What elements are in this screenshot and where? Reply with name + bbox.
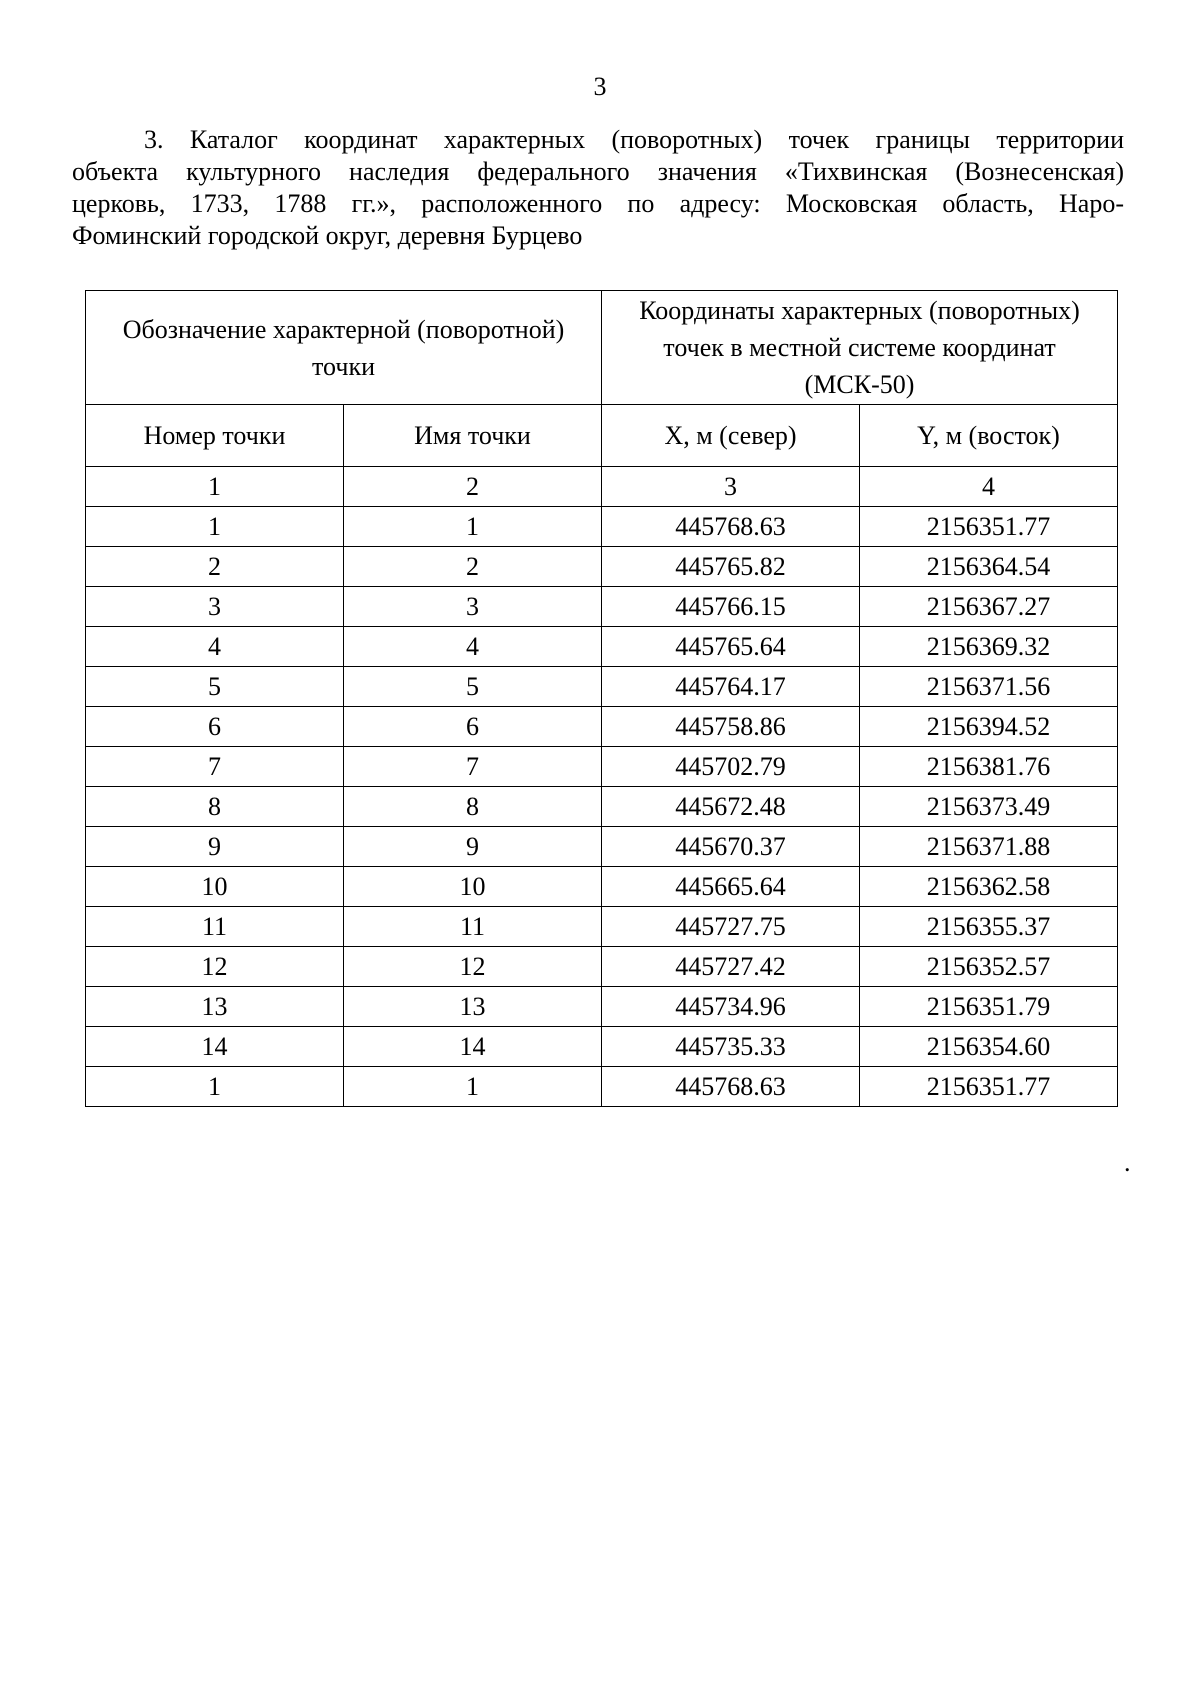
cell-point-number: 7 — [86, 747, 344, 787]
cell-point-number: 1 — [86, 507, 344, 547]
catalog-heading — [72, 124, 1124, 252]
trailing-mark: . — [1124, 1148, 1131, 1177]
cell-y: 2156354.60 — [860, 1027, 1118, 1067]
page-number: 3 — [593, 72, 607, 101]
cell-point-name: 9 — [344, 827, 602, 867]
cell-point-number: 2 — [86, 547, 344, 587]
table-row — [86, 1067, 1118, 1107]
cell-x: 445768.63 — [602, 507, 860, 547]
cell-x: 445727.42 — [602, 947, 860, 987]
cell-x: 445735.33 — [602, 1027, 860, 1067]
cell-y: 2156351.79 — [860, 987, 1118, 1027]
cell-point-number: 3 — [86, 587, 344, 627]
table-row — [86, 587, 1118, 627]
cell-point-name: 8 — [344, 787, 602, 827]
cell-point-number: 5 — [86, 667, 344, 707]
column-header-x: X, м (север) — [602, 405, 860, 467]
cell-y: 2156371.88 — [860, 827, 1118, 867]
table-row — [86, 547, 1118, 587]
column-number: 1 — [86, 467, 344, 507]
cell-point-name: 7 — [344, 747, 602, 787]
cell-x: 445768.63 — [602, 1067, 860, 1107]
cell-x: 445764.17 — [602, 667, 860, 707]
cell-y: 2156362.58 — [860, 867, 1118, 907]
cell-x: 445702.79 — [602, 747, 860, 787]
column-header-row — [86, 405, 1118, 467]
table-row — [86, 787, 1118, 827]
column-header-point-name: Имя точки — [344, 405, 602, 467]
cell-x: 445734.96 — [602, 987, 860, 1027]
cell-point-number: 6 — [86, 707, 344, 747]
cell-point-name: 14 — [344, 1027, 602, 1067]
cell-point-number: 4 — [86, 627, 344, 667]
cell-point-name: 1 — [344, 507, 602, 547]
cell-y: 2156373.49 — [860, 787, 1118, 827]
cell-point-number: 10 — [86, 867, 344, 907]
cell-y: 2156369.32 — [860, 627, 1118, 667]
column-header-y: Y, м (восток) — [860, 405, 1118, 467]
heading-line-1: 3. Каталог координат характерных (поворотных) точек границы территории — [144, 125, 1124, 154]
table-row — [86, 987, 1118, 1027]
cell-point-name: 4 — [344, 627, 602, 667]
cell-x: 445766.15 — [602, 587, 860, 627]
cell-point-number: 11 — [86, 907, 344, 947]
cell-x: 445765.64 — [602, 627, 860, 667]
column-number: 4 — [860, 467, 1118, 507]
table-row — [86, 747, 1118, 787]
cell-point-number: 14 — [86, 1027, 344, 1067]
coordinates-group-header: Координаты характерных (поворотных) точек в местной системе координат (МСК-50) — [602, 291, 1118, 405]
cell-x: 445670.37 — [602, 827, 860, 867]
heading-line-4: Фоминский городской округ, деревня Бурцево — [72, 221, 583, 250]
cell-x: 445758.86 — [602, 707, 860, 747]
cell-y: 2156364.54 — [860, 547, 1118, 587]
cell-x: 445672.48 — [602, 787, 860, 827]
table-row — [86, 667, 1118, 707]
table-row — [86, 507, 1118, 547]
table-row — [86, 707, 1118, 747]
table-row — [86, 827, 1118, 867]
cell-point-name: 11 — [344, 907, 602, 947]
cell-y: 2156351.77 — [860, 507, 1118, 547]
cell-point-name: 12 — [344, 947, 602, 987]
coordinates-table — [85, 290, 1118, 1107]
cell-point-number: 1 — [86, 1067, 344, 1107]
cell-x: 445665.64 — [602, 867, 860, 907]
cell-point-number: 9 — [86, 827, 344, 867]
cell-point-name: 2 — [344, 547, 602, 587]
cell-point-name: 10 — [344, 867, 602, 907]
cell-point-name: 6 — [344, 707, 602, 747]
column-header-point-number: Номер точки — [86, 405, 344, 467]
cell-point-name: 3 — [344, 587, 602, 627]
cell-x: 445727.75 — [602, 907, 860, 947]
cell-y: 2156367.27 — [860, 587, 1118, 627]
cell-point-number: 12 — [86, 947, 344, 987]
cell-y: 2156355.37 — [860, 907, 1118, 947]
cell-point-number: 13 — [86, 987, 344, 1027]
group-header-row — [86, 291, 1118, 405]
cell-y: 2156381.76 — [860, 747, 1118, 787]
table-row — [86, 627, 1118, 667]
heading-line-2: объекта культурного наследия федерального значения «Тихвинская (Вознесенская) — [72, 157, 1124, 186]
cell-y: 2156371.56 — [860, 667, 1118, 707]
cell-y: 2156394.52 — [860, 707, 1118, 747]
column-number: 3 — [602, 467, 860, 507]
table-row — [86, 947, 1118, 987]
table-row — [86, 1027, 1118, 1067]
column-number: 2 — [344, 467, 602, 507]
table-row — [86, 907, 1118, 947]
heading-line-3: церковь, 1733, 1788 гг.», расположенного по адресу: Московская область, Наро- — [72, 189, 1124, 218]
designation-group-header: Обозначение характерной (поворотной) точки — [86, 291, 602, 405]
cell-y: 2156351.77 — [860, 1067, 1118, 1107]
cell-point-name: 1 — [344, 1067, 602, 1107]
cell-x: 445765.82 — [602, 547, 860, 587]
cell-y: 2156352.57 — [860, 947, 1118, 987]
column-number-row — [86, 467, 1118, 507]
cell-point-name: 5 — [344, 667, 602, 707]
cell-point-name: 13 — [344, 987, 602, 1027]
cell-point-number: 8 — [86, 787, 344, 827]
table-row — [86, 867, 1118, 907]
